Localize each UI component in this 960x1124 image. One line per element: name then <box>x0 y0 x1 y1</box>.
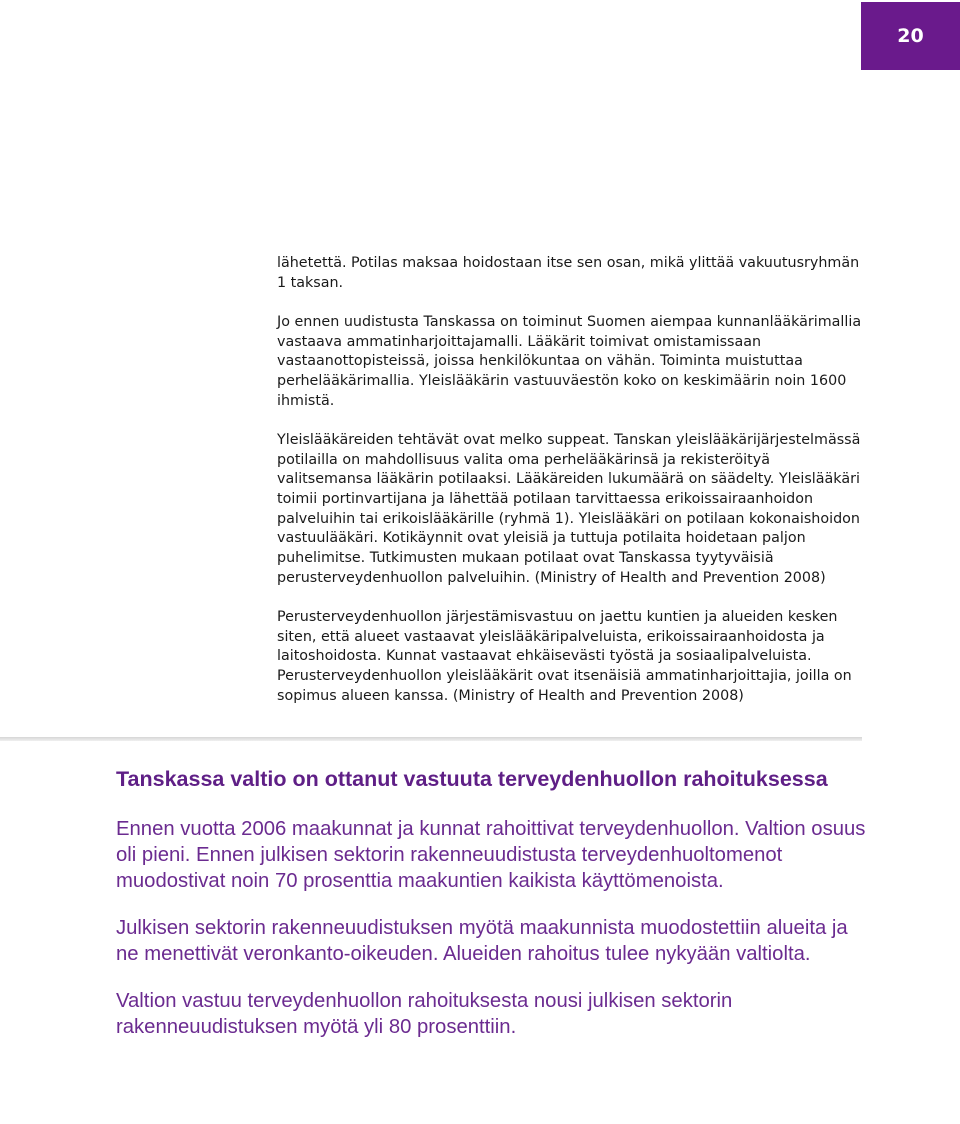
section-divider <box>0 737 862 741</box>
body-paragraph: Jo ennen uudistusta Tanskassa on toiminut Suomen aiempaa kunnanlääkärimallia vastaava ammatinharjoittajamalli. Lääkärit toimivat omistamissaan vastaanottopisteissä, joissa henkilökuntaa on vähän. Toiminta muistuttaa perhelääkärimallia. Yleislääkärin vastuuväestön koko on keskimäärin noin 1600 ihmistä. <box>277 313 862 409</box>
box-title: Tanskassa valtio on ottanut vastuuta terveydenhuollon rahoituksessa <box>116 767 828 791</box>
body-paragraph: Perusterveydenhuollon järjestämisvastuu on jaettu kuntien ja alueiden kesken siten, että alueet vastaavat yleislääkäripalveluista, erikoissairaanhoidosta ja laitoshoidosta. Kunnat vastaavat ehkäisevästi työstä ja sosiaalipalveluista. Perusterveydenhuollon yleislääkärit ovat itsenäisiä ammatinharjoittajia, joilla on sopimus alueen kanssa. (Ministry of Health and Prevention 2008) <box>277 609 852 704</box>
page-number-badge <box>861 2 960 70</box>
box-paragraph: Valtion vastuu terveydenhuollon rahoituksesta nousi julkisen sektorin rakenneuudistuksen myötä yli 80 prosenttiin. <box>116 990 733 1038</box>
highlight-box <box>116 764 866 1061</box>
body-text <box>277 254 867 726</box>
box-paragraph: Ennen vuotta 2006 maakunnat ja kunnat rahoittivat terveydenhuollon. Valtion osuus oli pieni. Ennen julkisen sektorin rakenneuudistusta terveydenhuoltomenot muodostivat noin 70 prosenttia maakuntien kaikista käyttömenoista. <box>116 818 866 892</box>
page-number: 20 <box>897 25 924 47</box>
box-paragraph: Julkisen sektorin rakenneuudistuksen myötä maakunnista muodostettiin alueita ja ne menettivät veronkanto-oikeuden. Alueiden rahoitus tulee nykyään valtiolta. <box>116 917 848 965</box>
body-paragraph: Yleislääkäreiden tehtävät ovat melko suppeat. Tanskan yleislääkärijärjestelmässä potilailla on mahdollisuus valita oma perhelääkärinsä ja rekisteröityä valitsemansa lääkärin potilaaksi. Lääkäreiden lukumäärä on säädelty. Yleislääkäri toimii portinvartijana ja lähettää potilaan tarvittaessa erikoissairaanhoidon palveluihin tai erikoislääkärille (ryhmä 1). Yleislääkäri on potilaan kokonaishoidon vastuulääkäri. Kotikäynnit ovat yleisiä ja tuttuja potilaita hoidetaan paljon puhelimitse. Tutkimusten mukaan potilaat ovat Tanskassa tyytyväisiä perusterveydenhuollon palveluihin. (Ministry of Health and Prevention 2008) <box>277 431 861 586</box>
body-paragraph: lähetettä. Potilas maksaa hoidostaan itse sen osan, mikä ylittää vakuutusryhmän 1 taksan. <box>277 255 860 291</box>
